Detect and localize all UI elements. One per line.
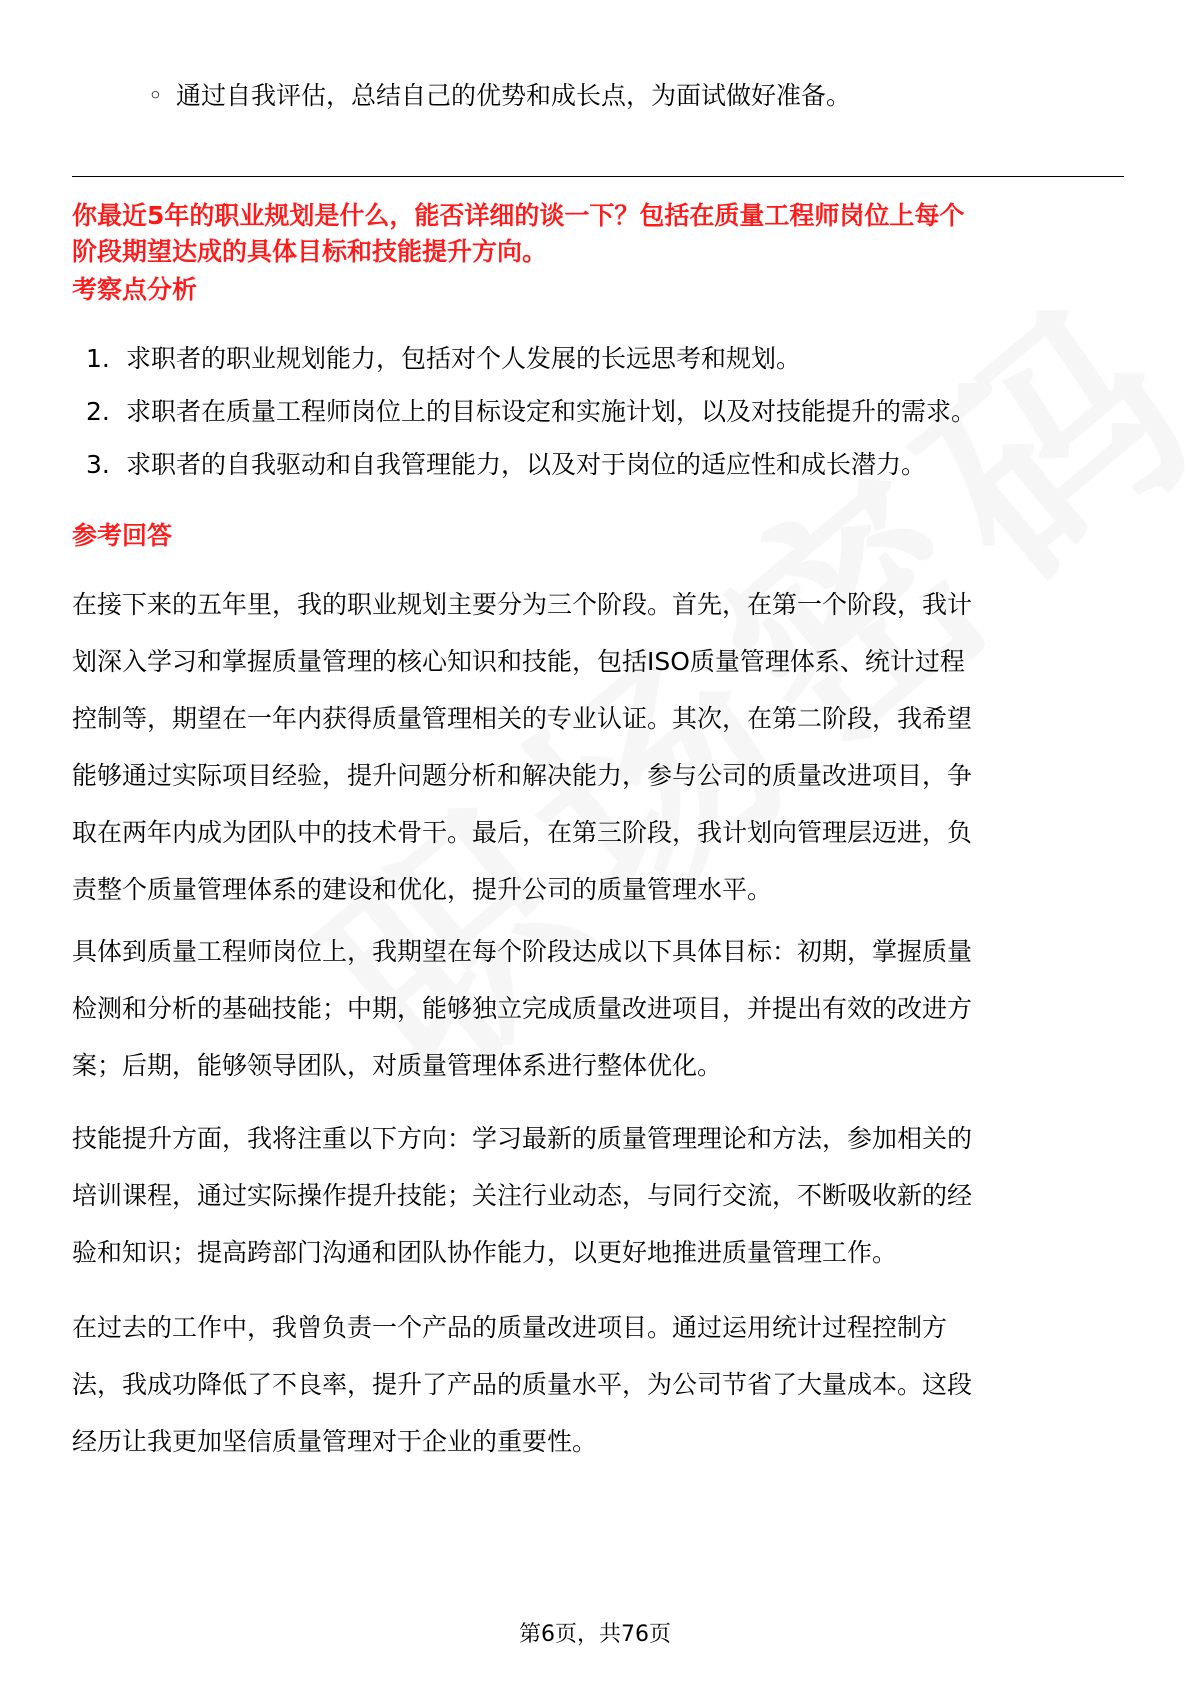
item-text: 求职者的自我驱动和自我管理能力，以及对于岗位的适应性和成长潜力。 <box>126 450 927 479</box>
item-text: 求职者在质量工程师岗位上的目标设定和实施计划，以及对技能提升的需求。 <box>126 397 977 426</box>
paragraph-line: 划深入学习和掌握质量管理的核心知识和技能，包括ISO质量管理体系、统计过程 <box>72 647 965 676</box>
item-number: 1. <box>86 344 110 373</box>
paragraph-line: 取在两年内成为团队中的技术骨干。最后，在第三阶段，我计划向管理层迈进，负 <box>72 818 973 847</box>
paragraph-line: 案；后期，能够领导团队，对质量管理体系进行整体优化。 <box>72 1051 723 1080</box>
question-line: 你最近5年的职业规划是什么，能否详细的谈一下？包括在质量工程师岗位上每个 <box>72 201 965 230</box>
paragraph-line: 控制等，期望在一年内获得质量管理相关的专业认证。其次，在第二阶段，我希望 <box>72 704 973 733</box>
paragraph-line: 验和知识；提高跨部门沟通和团队协作能力，以更好地推进质量管理工作。 <box>72 1238 898 1267</box>
bullet-text: 通过自我评估，总结自己的优势和成长点，为面试做好准备。 <box>176 81 852 110</box>
question-heading <box>72 198 1132 270</box>
analysis-item <box>86 341 801 377</box>
analysis-heading: 考察点分析 <box>72 275 198 304</box>
paragraph-line: 培训课程，通过实际操作提升技能；关注行业动态，与同行交流，不断吸收新的经 <box>72 1181 973 1210</box>
bullet-marker: ◦ <box>148 81 163 110</box>
paragraph-line: 技能提升方面，我将注重以下方向：学习最新的质量管理理论和方法，参加相关的 <box>72 1124 973 1153</box>
analysis-item <box>86 394 976 430</box>
question-line: 阶段期望达成的具体目标和技能提升方向。 <box>72 237 548 266</box>
paragraph-line: 法，我成功降低了不良率，提升了产品的质量水平，为公司节省了大量成本。这段 <box>72 1370 973 1399</box>
answer-heading: 参考回答 <box>72 521 173 550</box>
page-number: 第6页，共76页 <box>519 1622 671 1647</box>
analysis-item <box>86 447 926 483</box>
section-divider <box>72 176 1124 177</box>
answer-paragraph <box>72 923 1132 1094</box>
item-text: 求职者的职业规划能力，包括对个人发展的长远思考和规划。 <box>126 344 802 373</box>
paragraph-line: 能够通过实际项目经验，提升问题分析和解决能力，参与公司的质量改进项目，争 <box>72 761 973 790</box>
item-number: 3. <box>86 450 110 479</box>
answer-paragraph <box>72 576 1132 918</box>
paragraph-line: 经历让我更加坚信质量管理对于企业的重要性。 <box>72 1427 598 1456</box>
paragraph-line: 在过去的工作中，我曾负责一个产品的质量改进项目。通过运用统计过程控制方 <box>72 1313 948 1342</box>
item-number: 2. <box>86 397 110 426</box>
answer-paragraph <box>72 1299 1132 1470</box>
paragraph-line: 检测和分析的基础技能；中期，能够独立完成质量改进项目，并提出有效的改进方 <box>72 994 973 1023</box>
paragraph-line: 具体到质量工程师岗位上，我期望在每个阶段达成以下具体目标：初期，掌握质量 <box>72 937 973 966</box>
paragraph-line: 责整个质量管理体系的建设和优化，提升公司的质量管理水平。 <box>72 875 773 904</box>
paragraph-line: 在接下来的五年里，我的职业规划主要分为三个阶段。首先，在第一个阶段，我计 <box>72 590 973 619</box>
answer-paragraph <box>72 1110 1132 1281</box>
bullet-item <box>148 78 851 114</box>
